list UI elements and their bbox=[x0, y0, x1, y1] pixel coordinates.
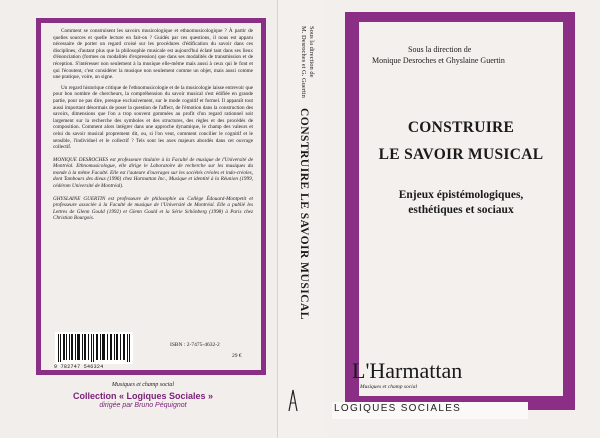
editors-label: Sous la direction de bbox=[408, 45, 472, 54]
subtitle bbox=[359, 188, 563, 218]
harmattan-logo-icon bbox=[287, 387, 299, 413]
spine-editors-label: Sous la direction de bbox=[308, 26, 315, 78]
subtitle-line-1: Enjeux épistémologiques, bbox=[398, 189, 524, 201]
spine-title: CONSTRUIRE LE SAVOIR MUSICAL bbox=[298, 108, 310, 320]
publisher-logo bbox=[352, 358, 492, 382]
author-bio-desroches: MONIQUE DESROCHES est professeure titulaire à la Faculté de musique de l'Université de Montréal. Ethnomusicologue, elle dirige le Laboratoire de recherche sur les musiques du monde à la même Faculté. Elle est l'auteure d'ouvrages sur les sociétés créoles et indo-créoles, dont Tambours des dieux (1996) chez Harmattan Inc., Musique et identité à la Réunion (1999, cédérom Université de Montréal). bbox=[53, 156, 253, 190]
back-cover-text bbox=[53, 28, 253, 226]
spine-editors bbox=[263, 14, 315, 174]
subtitle-line-2: esthétiques et sociaux bbox=[408, 204, 514, 216]
frame-left bbox=[345, 12, 359, 410]
publisher-name: L'Harmattan bbox=[352, 358, 463, 383]
barcode-icon bbox=[55, 332, 133, 364]
back-collection-block bbox=[43, 378, 243, 438]
spine-editors-names: M. Desroches et G. Guertin bbox=[300, 26, 307, 98]
isbn: ISBN : 2-7475-4632-2 bbox=[170, 342, 220, 348]
title-line-1: CONSTRUIRE bbox=[407, 119, 515, 136]
back-collection-label: Musiques et champ social bbox=[111, 382, 175, 388]
back-collection-name: Collection « Logiques Sociales » bbox=[72, 391, 214, 401]
back-collection-director: dirigée par Bruno Péquignot bbox=[99, 402, 187, 409]
barcode-number: 9 782747 546324 bbox=[54, 364, 104, 370]
editors-names: Monique Desroches et Ghyslaine Guertin bbox=[372, 56, 505, 65]
back-paragraph-2: Un regard historique critique de l'ethnomusicologie et de la musicologie laisse entrevoir que pour bon nombre de chercheurs, la compréhension du savoir musical s'est édifiée en grande partie, pour ne pas dire, presque exclusivement, sur le mode cognitif et formel. Il apparaît tout aussi important désormais de poser la question de l'affect, de l'émotion dans la construction des savoirs, dimensions que l'on a trop souvent gommées au profit d'un regard rationnel soit largement sur la recherche des symboles et des structures, des règles et des procédés de composition. Comment alors intégrer dans une approche dynamique, le champ des valeurs et celui du savoir musical proprement dit, ou, si l'on veut, comment concilier le cognitif et le sensible, l'individuel et le collectif ? Tels sont les axes majeurs abordés dans cet ouvrage collectif. bbox=[53, 84, 253, 151]
title-line-2: LE SAVOIR MUSICAL bbox=[378, 146, 544, 163]
back-paragraph-1: Comment se construisent les savoirs musicologique et ethnomusicologique ? À partir de quelles sources et quelle lecture en fait-on ? Guidés par ces questions, il nous est apparu nécessaire de porter un regard croisé sur les procédures d'édification du savoir dans ces disciplines, d'autant plus que la philosophie musicale est aujourd'hui éclaté tant dans ses lieux d'énonciation (formes ou modalités d'expression) que dans ses modalités de transmission et de réception. S'intéresser non seulement à la musique elle-même mais aussi à ceux qui le font et qui l'écoutent, c'est considérer la musique non seulement comme un objet, mais aussi comme une pratique, voire, un signe. bbox=[53, 28, 253, 81]
price: 29 € bbox=[232, 353, 242, 359]
front-collection-label: Musiques et champ social bbox=[360, 384, 417, 390]
series-name: LOGIQUES SOCIALES bbox=[334, 403, 462, 414]
front-editors bbox=[372, 44, 562, 66]
author-bio-guertin: GHYSLAINE GUERTIN est professeure de philosophie au Collège Édouard-Montpetit et professeure associée à la Faculté de musique de l'Université de Montréal. Elle a publié les Lettres de Glenn Gould (1992) et Glenn Gould et la Série Schönberg (1998) à Paris chez Christian Bourgois. bbox=[53, 195, 253, 222]
frame-right bbox=[563, 12, 575, 410]
frame-top bbox=[345, 12, 575, 22]
